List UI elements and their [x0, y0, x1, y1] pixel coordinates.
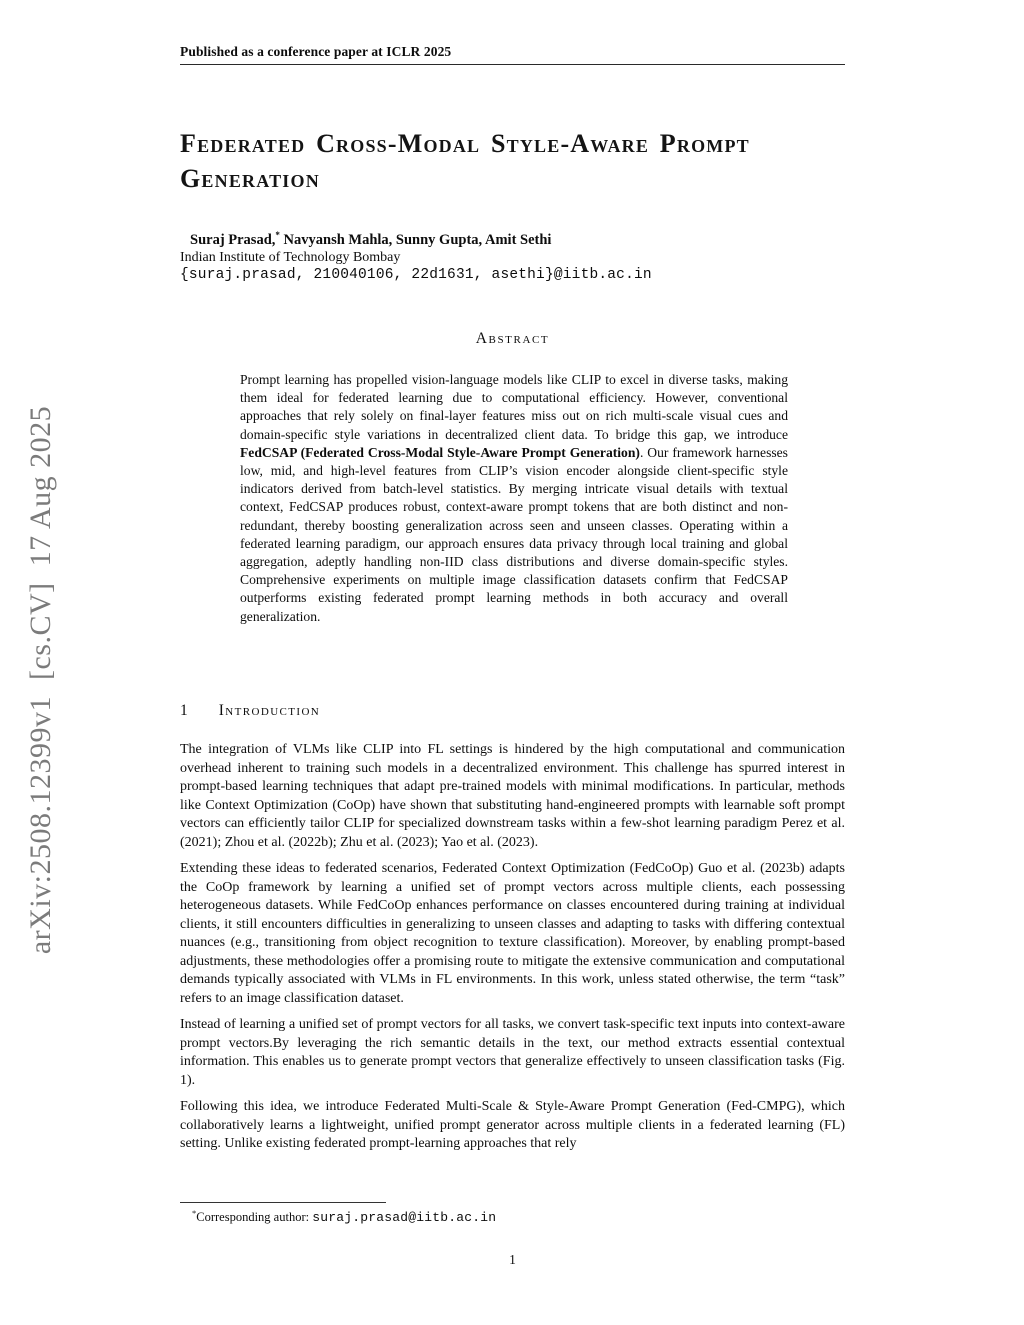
footnote-email: suraj.prasad@iitb.ac.in	[312, 1210, 497, 1226]
introduction-body	[180, 741, 845, 1162]
abstract-heading: Abstract	[475, 330, 550, 347]
author-names	[180, 226, 845, 249]
abstract-text-2: . Our framework harnesses low, mid, and high-level features from CLIP’s vision encoder alongside client-specific style indicators derived from batch-level statistics. By merging intricate visual details with textual context, FedCSAP produces robust, context-aware prompt tokens that are both distinct and non-redundant, thereby boosting generalization across seen and unseen classes. Operating within a federated learning paradigm, our approach ensures data privacy through local training and global aggregation, adeptly handling non-IID class distributions and diverse domain-specific styles. Comprehensive experiments on multiple image classification datasets confirm that FedCSAP outperforms existing federated prompt learning methods in both accuracy and overall generalization.	[240, 444, 788, 624]
section-heading-introduction	[180, 702, 845, 720]
running-header: Published as a conference paper at ICLR 2025	[180, 44, 452, 59]
footnote-rule	[180, 1202, 386, 1203]
page-number: 1	[509, 1252, 516, 1267]
footnote	[180, 1208, 845, 1225]
intro-paragraph-2: Extending these ideas to federated scenarios, Federated Context Optimization (FedCoOp) Guo et al. (2023b) adapts the CoOp framework by learning a unified set of prompt vectors across multiple clients, each possessing heterogeneous datasets. While FedCoOp enhances performance on classes encountered during training at individual clients, it still encounters difficulties in generalizing to unseen classes and adapting to tasks with differing contextual nuances (e.g., transitioning from object recognition to texture classification). Moreover, by enabling prompt-based adjustments, these methodologies offer a promising route to mitigate the extensive communication and computational demands typically associated with VLMs in FL environments. In this work, unless stated otherwise, the term “task” refers to an image classification dataset.	[180, 861, 845, 1006]
abstract-text-1: Prompt learning has propelled vision-language models like CLIP to excel in diverse tasks, making them ideal for federated learning due to computational efficiency. However, conventional approaches that rely solely on final-layer features miss out on rich multi-scale visual cues and domain-specific style variations in decentralized client data. To bridge this gap, we introduce	[240, 372, 788, 442]
section-title: Introduction	[218, 702, 321, 719]
author-names-rest: Navyansh Mahla, Sunny Gupta, Amit Sethi	[283, 231, 552, 248]
footnote-asterisk: *	[192, 1208, 197, 1218]
arxiv-stamp: arXiv:2508.12399v1 [cs.CV] 17 Aug 2025	[24, 405, 57, 955]
footnote-label: Corresponding author:	[196, 1210, 313, 1225]
intro-paragraph-1: The integration of VLMs like CLIP into FL settings is hindered by the high computational and communication overhead inherent to training such models in a decentralized environment. This challenge has spurred interest in prompt-based learning techniques that adapt pre-trained models with minimal modifications. In particular, methods like Context Optimization (CoOp) have shown that substituting hand-engineered prompts with learnable soft prompt vectors can efficiently tailor CLIP for specialized downstream tasks within a few-shot learning paradigm Perez et al. (2021); Zhou et al. (2022b); Zhu et al. (2023); Yao et al. (2023).	[180, 742, 845, 850]
author-emails: {suraj.prasad, 210040106, 22d1631, asethi}@iitb.ac.in	[180, 267, 652, 284]
affiliation: Indian Institute of Technology Bombay	[180, 249, 401, 265]
intro-paragraph-3: Instead of learning a unified set of prompt vectors for all tasks, we convert task-specific text inputs into context-aware prompt vectors.By leveraging the rich semantic details in the text, our method extracts essential contextual information. This enables us to generate prompt vectors that generalize effectively to unseen classification tasks (Fig. 1).	[180, 1017, 845, 1088]
intro-paragraph-4: Following this idea, we introduce Federated Multi-Scale & Style-Aware Prompt Generation (Fed-CMPG), which collaboratively learns a lightweight, unified prompt generator across multiple clients in a federated learning (FL) setting. Unlike existing federated prompt-learning approaches that rely	[180, 1099, 845, 1151]
corresponding-author-asterisk: *	[275, 230, 280, 240]
authors-block	[180, 226, 845, 285]
author-names-first: Suraj Prasad,	[190, 231, 276, 248]
abstract-body	[240, 371, 788, 626]
abstract-bold-method-name: FedCSAP (Federated Cross-Modal Style-Aware Prompt Generation)	[240, 444, 640, 460]
paper-title: Federated Cross-Modal Style-Aware Prompt Generation	[180, 129, 750, 193]
header-rule	[180, 64, 845, 65]
section-number: 1	[180, 702, 188, 719]
